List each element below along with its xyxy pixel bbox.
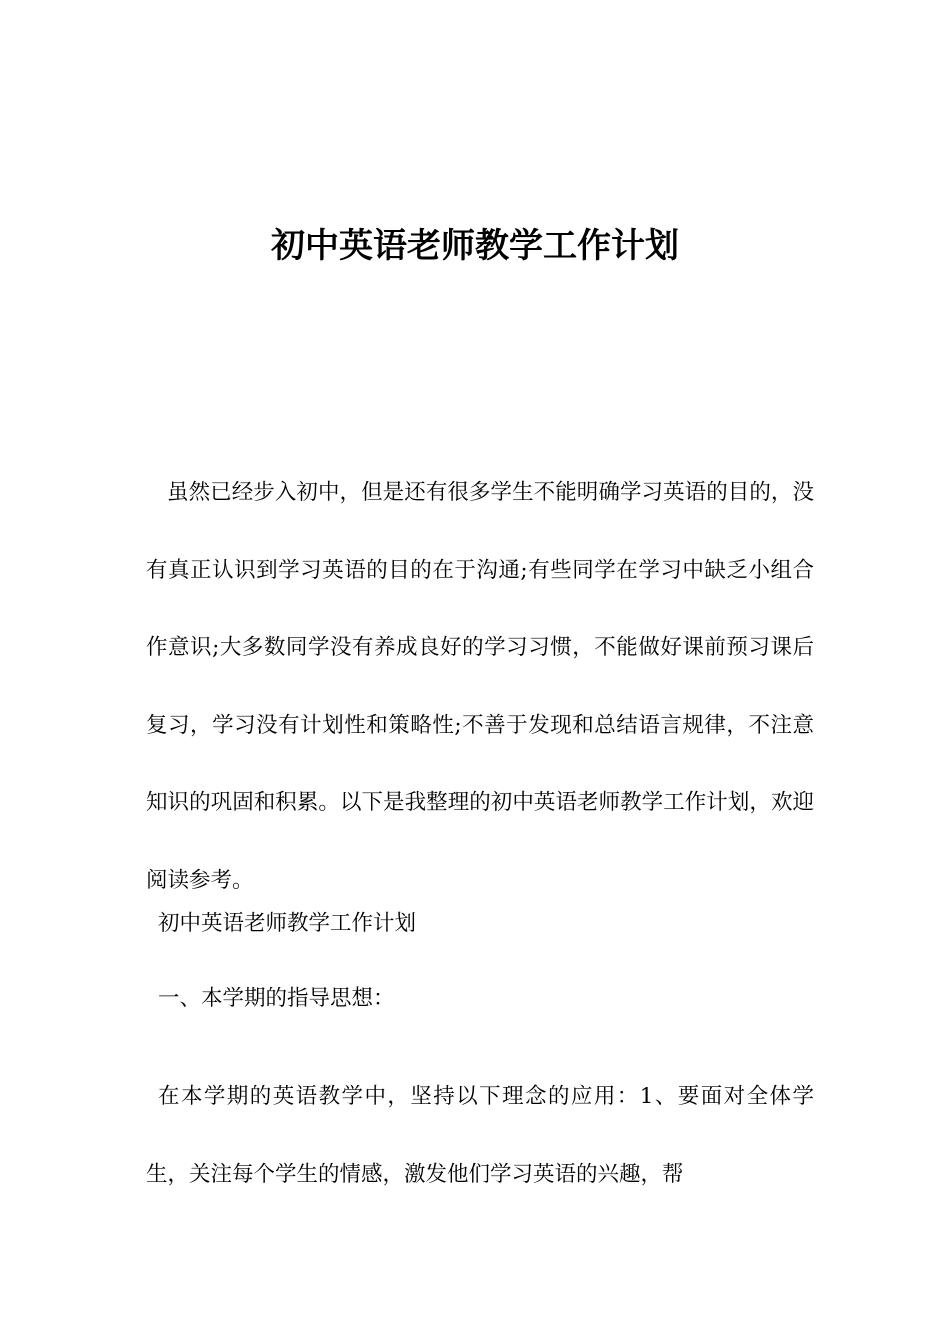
intro-paragraph: 虽然已经步入初中，但是还有很多学生不能明确学习英语的目的，没有真正认识到学习英语的目的在于沟通;有些同学在学习中缺乏小组合作意识;大多数同学没有养成良好的学习习惯，不能做好课前预习课后复习，学习没有计划性和策略性;不善于发现和总结语言规律，不注意知识的巩固和积累。以下是我整理的初中英语老师教学工作计划，欢迎阅读参考。	[146, 480, 814, 893]
plan-subtitle: 初中英语老师教学工作计划	[158, 911, 417, 936]
section-heading: 一、本学期的指导思想：	[158, 986, 395, 1011]
section-paragraph: 在本学期的英语教学中，坚持以下理念的应用：1、要面对全体学生，关注每个学生的情感，激发他们学习英语的兴趣，帮	[146, 1084, 814, 1187]
document-title: 初中英语老师教学工作计划	[271, 226, 679, 266]
